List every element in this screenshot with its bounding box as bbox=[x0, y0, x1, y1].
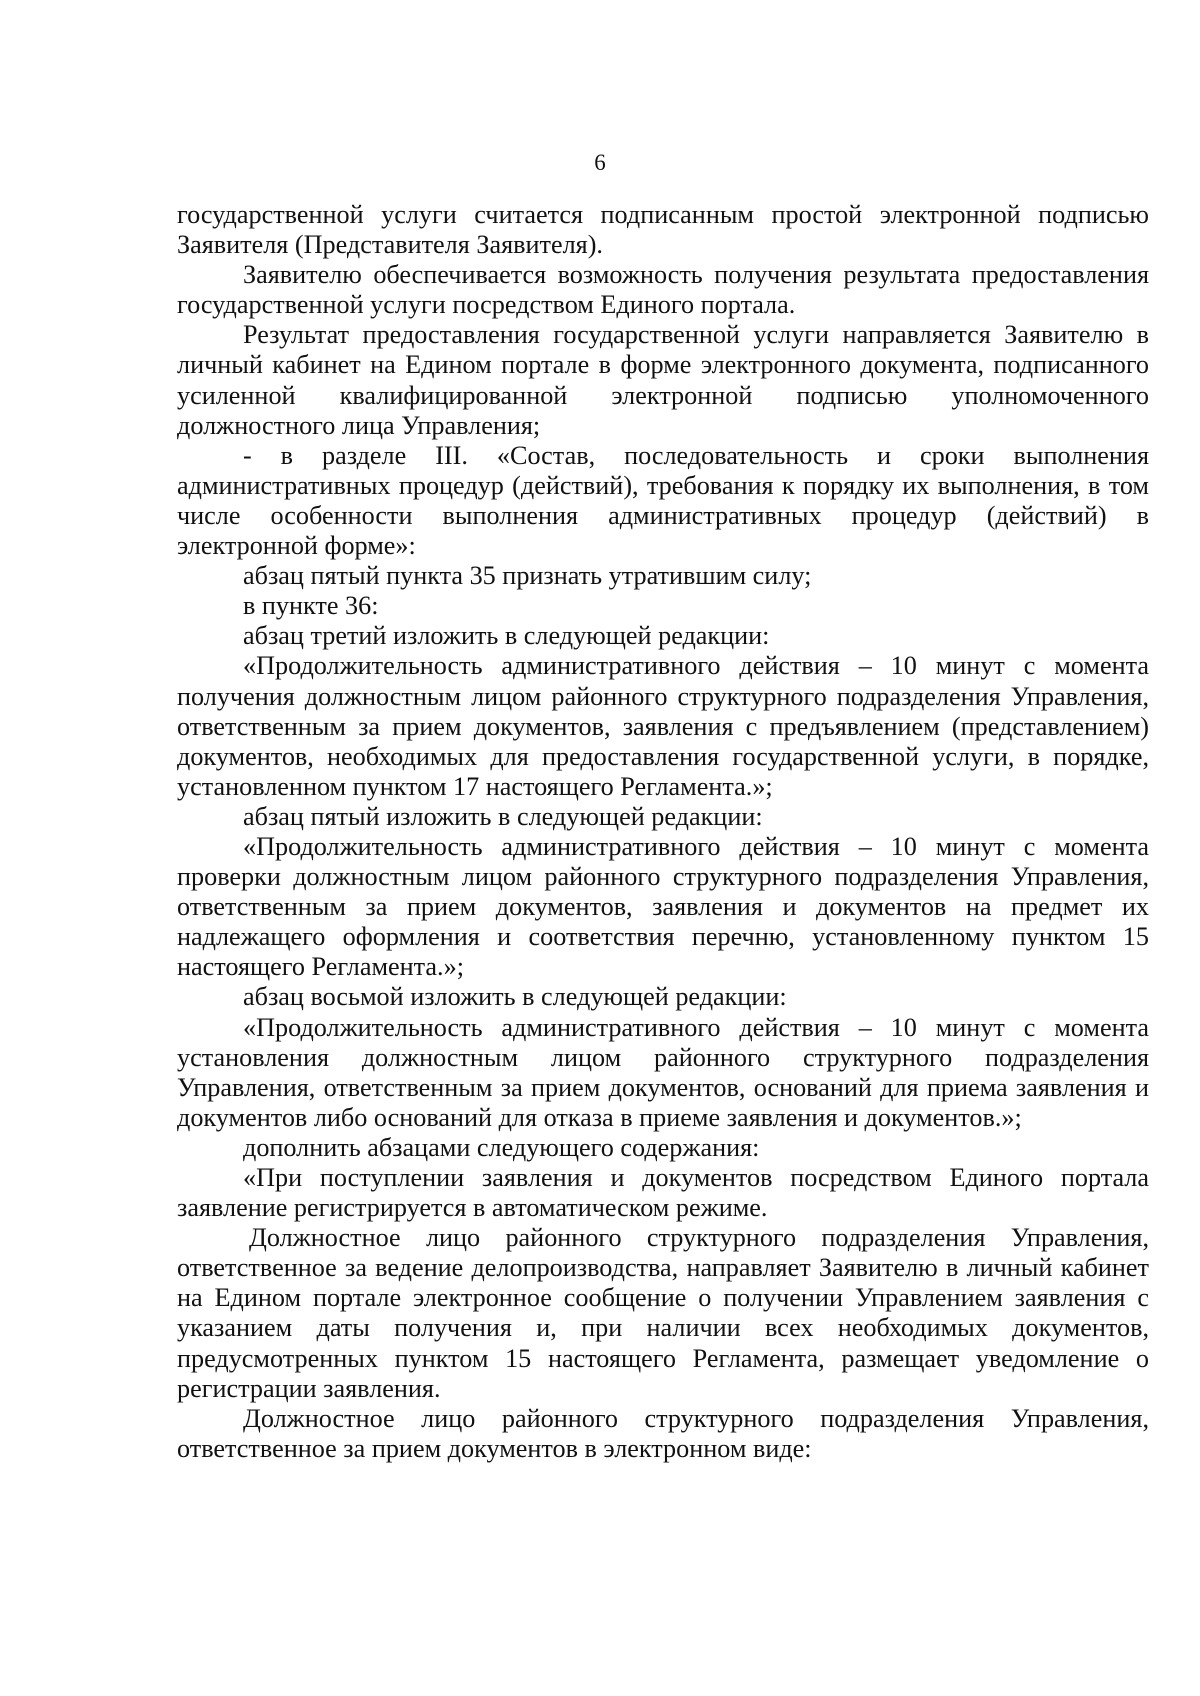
paragraph: - в разделе III. «Состав, последовательность и сроки выполнения административных процедур (действий), требования к порядку их выполнения, в том числе особенности выполнения административных процедур (действий) в электронной форме»: bbox=[177, 440, 1149, 561]
paragraph: Результат предоставления государственной услуги направляется Заявителю в личный кабинет на Едином портале в форме электронного документа, подписанного усиленной квалифицированной электронной подписью уполномоченного должностного лица Управления; bbox=[177, 320, 1149, 440]
page-number: 6 bbox=[594, 150, 606, 175]
paragraph: «Продолжительность административного действия – 10 минут с момента установления должностным лицом районного структурного подразделения Управления, ответственным за прием документов, оснований для приема заявления и документов либо оснований для отказа в приеме заявления и документов.»; bbox=[177, 1012, 1149, 1132]
paragraph: «Продолжительность административного действия – 10 минут с момента проверки должностным лицом районного структурного подразделения Управления, ответственным за прием документов, заявления и документов на предмет их надлежащего оформления и соответствия перечню, установленному пунктом 15 настоящего Регламента.»; bbox=[177, 831, 1149, 982]
paragraph: в пункте 36: bbox=[243, 591, 379, 621]
paragraph: «При поступлении заявления и документов посредством Единого портала заявление регистрируется в автоматическом режиме. bbox=[177, 1163, 1149, 1223]
paragraph: Должностное лицо районного структурного подразделения Управления, ответственное за прием документов в электронном виде: bbox=[177, 1403, 1149, 1463]
paragraph: абзац пятый изложить в следующей редакции: bbox=[243, 801, 763, 831]
paragraph: абзац пятый пункта 35 признать утратившим силу; bbox=[243, 561, 812, 591]
paragraph: Заявителю обеспечивается возможность получения результата предоставления государственной услуги посредством Единого портала. bbox=[177, 260, 1149, 320]
paragraph: Должностное лицо районного структурного подразделения Управления, ответственное за ведение делопроизводства, направляет Заявителю в личный кабинет на Едином портале электронное сообщение о получении Управлением заявления с указанием даты получения и, при наличии всех необходимых документов, предусмотренных пунктом 15 настоящего Регламента, размещает уведомление о регистрации заявления. bbox=[177, 1223, 1149, 1403]
paragraph: «Продолжительность административного действия – 10 минут с момента получения должностным лицом районного структурного подразделения Управления, ответственным за прием документов, заявления с предъявлением (представлением) документов, необходимых для предоставления государственной услуги, в порядке, установленном пунктом 17 настоящего Регламента.»; bbox=[177, 651, 1149, 801]
document-body bbox=[177, 200, 1149, 1464]
paragraph: абзац восьмой изложить в следующей редакции: bbox=[243, 982, 787, 1012]
paragraph: дополнить абзацами следующего содержания: bbox=[243, 1132, 760, 1162]
paragraph: абзац третий изложить в следующей редакции: bbox=[243, 621, 770, 651]
paragraph: государственной услуги считается подписанным простой электронной подписью Заявителя (Представителя Заявителя). bbox=[177, 200, 1149, 260]
